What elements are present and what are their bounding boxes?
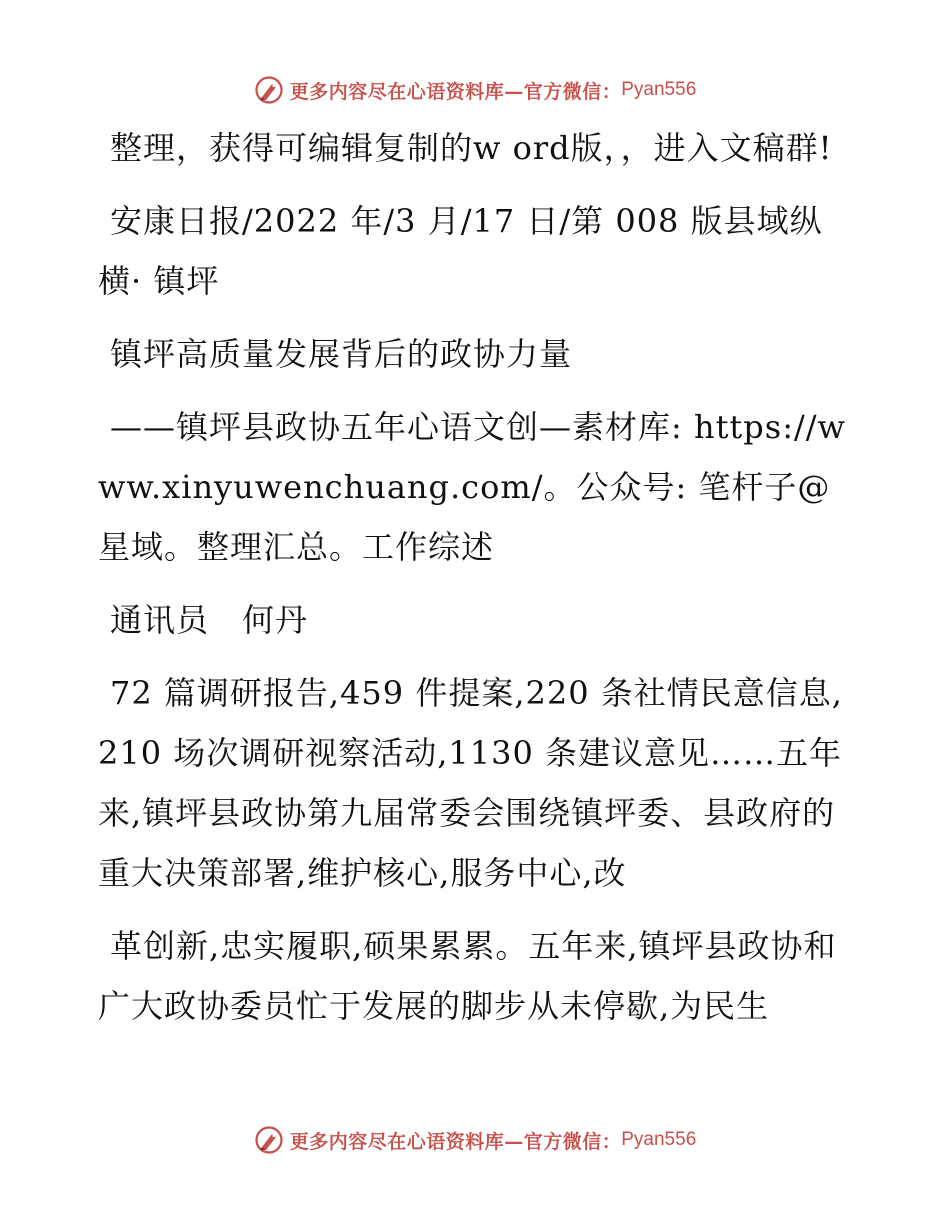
footer-banner-text: 更多内容尽在心语资料库—官方微信：: [289, 1130, 622, 1153]
footer-wechat-id: Pyan556: [621, 1129, 697, 1150]
header-wechat-id: Pyan556: [621, 79, 697, 100]
footer-banner: [0, 1120, 950, 1160]
header-banner: [0, 70, 950, 110]
header-banner-text: 更多内容尽在心语资料库—官方微信：: [289, 80, 622, 103]
article-title: 镇坪高质量发展背后的政协力量: [110, 335, 573, 373]
paragraph-source: 安康日报/2022 年/3 月/17 日/第 008 版县域纵横· 镇坪: [98, 202, 823, 300]
document-body: [98, 118, 848, 1049]
pen-logo-icon: [254, 1125, 284, 1155]
article-byline: 通讯员 何丹: [110, 601, 309, 639]
paragraph-intro: 整理，获得可编辑复制的w ord版，，进入文稿群!: [110, 129, 833, 167]
pen-logo-icon: [254, 75, 284, 105]
paragraph-body-1: 72 篇调研报告,459 件提案,220 条社情民意信息,210 场次调研视察活动,1130 条建议意见……五年来,镇坪县政协第九届常委会围绕镇坪委、县政府的重大决策部署,维护核心,服务中心,改: [98, 674, 843, 892]
paragraph-body-2: 革创新,忠实履职,硕果累累。五年来,镇坪县政协和广大政协委员忙于发展的脚步从未停歇,为民生: [98, 927, 837, 1025]
article-subtitle: ——镇坪县政协五年心语文创—素材库: https://www.xinyuwenchuang.com/。公众号: 笔杆子@星域。整理汇总。工作综述: [98, 408, 846, 566]
